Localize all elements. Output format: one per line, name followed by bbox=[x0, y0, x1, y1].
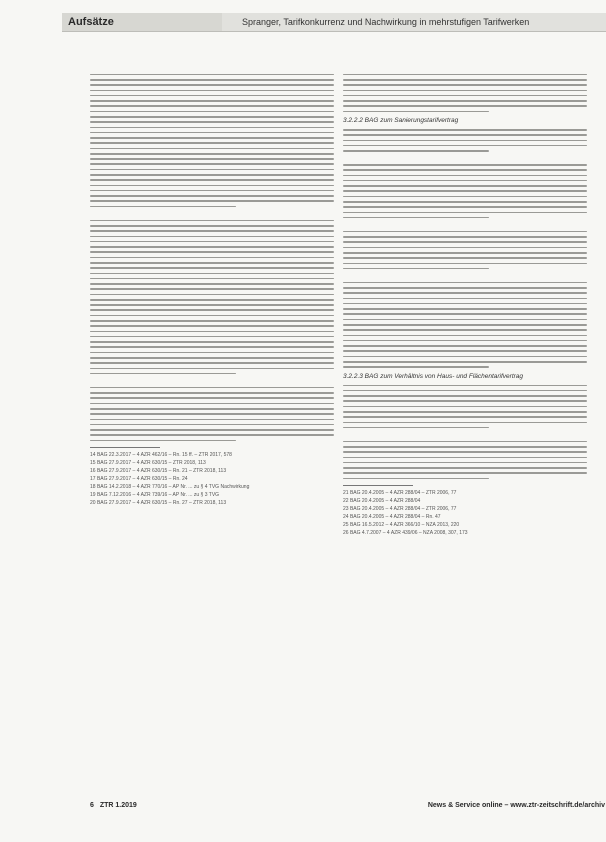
text-line bbox=[343, 451, 587, 453]
text-line bbox=[343, 308, 587, 310]
footnote: 20 BAG 27.9.2017 – 4 AZR 630/15 – Rn. 27 – ZTR 2018, 113 bbox=[90, 500, 227, 507]
text-line bbox=[90, 90, 334, 92]
text-line bbox=[343, 212, 587, 214]
text-line bbox=[343, 217, 489, 219]
text-line bbox=[343, 90, 587, 92]
text-line bbox=[343, 268, 489, 270]
page-footer-right: News & Service online – www.ztr-zeitschrift.de/archiv bbox=[427, 802, 605, 809]
text-line bbox=[90, 137, 334, 139]
text-line bbox=[343, 164, 587, 166]
text-line bbox=[343, 462, 587, 464]
footnotes-left bbox=[90, 451, 334, 507]
footnotes-right bbox=[343, 489, 587, 537]
text-line bbox=[90, 185, 334, 187]
running-title: Spranger, Tarifkonkurrenz und Nachwirkung in mehrstufigen Tarifwerken bbox=[242, 17, 530, 27]
text-line bbox=[90, 105, 334, 107]
body-text-block bbox=[343, 129, 587, 368]
text-line bbox=[90, 95, 334, 97]
text-line bbox=[343, 345, 587, 347]
text-line bbox=[343, 422, 587, 424]
text-line bbox=[343, 457, 587, 459]
text-line bbox=[343, 303, 587, 305]
text-line bbox=[343, 340, 587, 342]
rubric-label: Aufsätze bbox=[62, 13, 222, 31]
text-line bbox=[343, 145, 587, 147]
left-column bbox=[90, 70, 334, 780]
text-line bbox=[343, 206, 587, 208]
text-line bbox=[90, 195, 334, 197]
text-line bbox=[90, 403, 334, 405]
text-line bbox=[90, 357, 334, 359]
text-line bbox=[343, 335, 587, 337]
text-line bbox=[90, 408, 334, 410]
text-line bbox=[90, 142, 334, 144]
text-line bbox=[343, 196, 587, 198]
text-line bbox=[343, 134, 587, 136]
text-line bbox=[90, 179, 334, 181]
text-line bbox=[343, 287, 587, 289]
text-line bbox=[343, 201, 587, 203]
text-line bbox=[90, 225, 334, 227]
section-heading: 3.2.2.2 BAG zum Sanierungstarifvertrag bbox=[343, 117, 459, 125]
text-line bbox=[90, 174, 334, 176]
text-line bbox=[90, 100, 334, 102]
text-line bbox=[343, 324, 587, 326]
footnote: 23 BAG 20.4.2005 – 4 AZR 288/04 – ZTR 2006, 77 bbox=[343, 506, 457, 513]
text-line bbox=[343, 427, 489, 429]
text-line bbox=[90, 257, 334, 259]
text-line bbox=[343, 105, 587, 107]
text-line bbox=[90, 331, 334, 333]
text-line bbox=[343, 140, 587, 142]
text-line bbox=[90, 79, 334, 81]
footnote: 22 BAG 20.4.2005 – 4 AZR 288/04 bbox=[343, 498, 421, 505]
text-line bbox=[343, 329, 587, 331]
text-line bbox=[90, 346, 334, 348]
page-number: 6 bbox=[90, 802, 94, 809]
body-text-block bbox=[90, 74, 334, 442]
text-line bbox=[90, 153, 334, 155]
text-line bbox=[343, 95, 587, 97]
text-line bbox=[343, 74, 587, 76]
text-line bbox=[343, 395, 587, 397]
text-line bbox=[343, 247, 587, 249]
body-text-block bbox=[343, 385, 587, 480]
body-text-block bbox=[343, 74, 587, 113]
journal-issue: ZTR 1.2019 bbox=[99, 802, 137, 809]
text-line bbox=[343, 231, 587, 233]
text-line bbox=[343, 446, 587, 448]
text-line bbox=[343, 361, 587, 363]
text-line bbox=[90, 262, 334, 264]
text-line bbox=[90, 294, 334, 296]
text-line bbox=[343, 472, 587, 474]
text-line bbox=[343, 416, 587, 418]
footnote: 25 BAG 16.5.2012 – 4 AZR 366/10 – NZA 2013, 220 bbox=[343, 522, 460, 529]
text-line bbox=[343, 478, 489, 480]
text-line bbox=[90, 320, 334, 322]
footnote: 16 BAG 27.9.2017 – 4 AZR 630/15 – Rn. 21 – ZTR 2018, 113 bbox=[90, 468, 227, 475]
section-heading: 3.2.2.3 BAG zum Verhältnis von Haus- und Flächentarifvertrag bbox=[343, 372, 524, 380]
text-line bbox=[343, 180, 587, 182]
text-line bbox=[90, 315, 334, 317]
text-line bbox=[90, 169, 334, 171]
footnote: 14 BAG 22.3.2017 – 4 AZR 462/16 – Rn. 15 ff. – ZTR 2017, 578 bbox=[90, 452, 232, 459]
text-line bbox=[90, 373, 236, 375]
text-line bbox=[343, 263, 587, 265]
text-line bbox=[343, 313, 587, 315]
text-line bbox=[90, 278, 334, 280]
text-line bbox=[90, 74, 334, 76]
text-line bbox=[90, 127, 334, 129]
text-line bbox=[343, 400, 587, 402]
text-line bbox=[90, 190, 334, 192]
text-line bbox=[90, 241, 334, 243]
text-line bbox=[90, 132, 334, 134]
text-line bbox=[90, 288, 334, 290]
text-line bbox=[90, 163, 334, 165]
text-line bbox=[343, 406, 587, 408]
footnote: 19 BAG 7.12.2016 – 4 AZR 739/16 – AP Nr. ... zu § 3 TVG bbox=[90, 492, 220, 499]
text-line bbox=[90, 440, 236, 442]
text-line bbox=[90, 220, 334, 222]
footnote: 24 BAG 20.4.2005 – 4 AZR 288/04 – Rn. 47 bbox=[343, 514, 441, 521]
text-line bbox=[343, 111, 489, 113]
text-line bbox=[90, 267, 334, 269]
text-line bbox=[343, 350, 587, 352]
text-line bbox=[343, 150, 489, 152]
text-line bbox=[90, 419, 334, 421]
text-line bbox=[90, 325, 334, 327]
text-line bbox=[343, 356, 587, 358]
text-line bbox=[343, 241, 587, 243]
text-line bbox=[90, 341, 334, 343]
text-line bbox=[90, 121, 334, 123]
text-line bbox=[90, 336, 334, 338]
text-line bbox=[90, 368, 334, 370]
text-line bbox=[343, 190, 587, 192]
text-line bbox=[343, 411, 587, 413]
text-line bbox=[343, 79, 587, 81]
text-line bbox=[343, 175, 587, 177]
text-line bbox=[343, 257, 587, 259]
footnote-rule bbox=[343, 485, 413, 486]
text-line bbox=[343, 467, 587, 469]
text-line bbox=[343, 319, 587, 321]
text-line bbox=[90, 434, 334, 436]
footnote: 18 BAG 14.2.2018 – 4 AZR 770/16 – AP Nr. ... zu § 4 TVG Nachwirkung bbox=[90, 484, 250, 491]
text-line bbox=[343, 129, 587, 131]
text-line bbox=[343, 441, 587, 443]
text-line bbox=[90, 413, 334, 415]
text-line bbox=[90, 246, 334, 248]
text-line bbox=[90, 387, 334, 389]
text-line bbox=[343, 366, 489, 368]
text-line bbox=[343, 298, 587, 300]
text-line bbox=[343, 385, 587, 387]
text-line bbox=[90, 251, 334, 253]
text-line bbox=[90, 299, 334, 301]
text-line bbox=[90, 429, 334, 431]
footnote: 26 BAG 4.7.2007 – 4 AZR 439/06 – NZA 2008, 307, 173 bbox=[343, 530, 468, 537]
text-line bbox=[90, 392, 334, 394]
text-line bbox=[90, 236, 334, 238]
footnote: 15 BAG 27.9.2017 – 4 AZR 630/15 – ZTR 2018, 113 bbox=[90, 460, 206, 467]
text-line bbox=[90, 397, 334, 399]
text-line bbox=[90, 309, 334, 311]
text-line bbox=[343, 100, 587, 102]
text-line bbox=[90, 230, 334, 232]
text-line bbox=[90, 352, 334, 354]
text-line bbox=[90, 206, 236, 208]
text-line bbox=[90, 116, 334, 118]
text-line bbox=[343, 84, 587, 86]
text-line bbox=[343, 390, 587, 392]
text-line bbox=[90, 84, 334, 86]
right-column bbox=[343, 70, 587, 780]
page-header bbox=[62, 13, 606, 32]
text-line bbox=[90, 424, 334, 426]
text-line bbox=[90, 200, 334, 202]
text-line bbox=[90, 273, 334, 275]
text-line bbox=[343, 185, 587, 187]
footnote: 21 BAG 20.4.2005 – 4 AZR 288/04 – ZTR 2006, 77 bbox=[343, 490, 457, 497]
text-line bbox=[90, 148, 334, 150]
text-line bbox=[343, 252, 587, 254]
text-line bbox=[90, 362, 334, 364]
text-line bbox=[90, 304, 334, 306]
footnote: 17 BAG 27.9.2017 – 4 AZR 630/15 – Rn. 24 bbox=[90, 476, 188, 483]
text-line bbox=[90, 158, 334, 160]
text-line bbox=[343, 236, 587, 238]
text-line bbox=[343, 282, 587, 284]
text-line bbox=[343, 292, 587, 294]
footnote-rule bbox=[90, 447, 160, 448]
page-footer-left bbox=[90, 800, 290, 812]
text-line bbox=[343, 169, 587, 171]
text-line bbox=[90, 111, 334, 113]
text-line bbox=[90, 283, 334, 285]
